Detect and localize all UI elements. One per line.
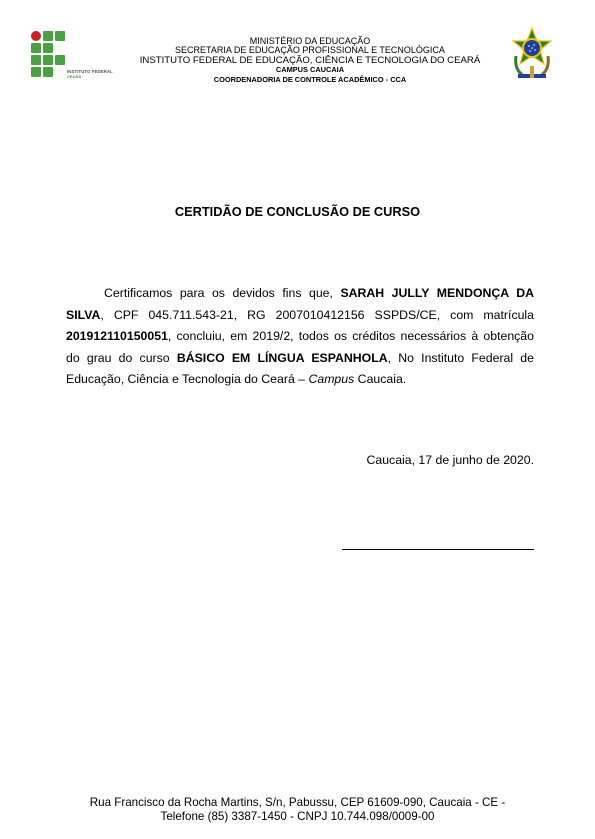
institution-logo xyxy=(31,31,111,83)
footer-address: Rua Francisco da Rocha Martins, S/n, Pabussu, CEP 61609-090, Caucaia - CE - xyxy=(89,796,506,809)
header-institute: INSTITUTO FEDERAL DE EDUCAÇÃO, CIÊNCIA E TECNOLOGIA DO CEARÁ xyxy=(139,54,481,66)
logo-square xyxy=(43,31,53,41)
footer-contact: Telefone (85) 3387-1450 - CNPJ 10.744.098/0009-00 xyxy=(160,810,435,823)
course-name: BÁSICO EM LÍNGUA ESPANHOLA xyxy=(176,350,388,365)
logo-square xyxy=(43,55,53,65)
logo-square xyxy=(31,55,41,65)
body-text-2: , CPF 045.711.543-21, RG 2007010412156 SSPDS/CE, com matrícula xyxy=(100,307,534,322)
header-secretariat: SECRETARIA DE EDUCAÇÃO PROFISSIONAL E TECNOLÓGICA xyxy=(175,45,445,56)
campus-word: Campus xyxy=(308,372,355,386)
body-text-1: Certificamos para os devidos fins que, xyxy=(104,286,341,300)
header-campus: CAMPUS CAUCAIA xyxy=(275,65,345,75)
logo-text-line2: CEARÁ xyxy=(67,74,82,79)
header-ministry: MINISTÉRIO DA EDUCAÇÃO xyxy=(249,36,371,46)
document-header xyxy=(110,37,510,84)
logo-square xyxy=(43,43,53,53)
logo-square xyxy=(43,67,53,77)
enrollment-number: 201912110150051 xyxy=(66,329,168,343)
coat-of-arms-icon xyxy=(512,26,552,82)
logo-text-line1: INSTITUTO FEDERAL xyxy=(67,69,113,74)
logo-square xyxy=(55,55,65,65)
header-coordination: COORDENADORIA DE CONTROLE ACADÊMICO - CCA xyxy=(213,74,407,84)
body-text-5: Caucaia. xyxy=(354,372,407,386)
logo-square xyxy=(31,43,41,53)
logo-square xyxy=(55,31,65,41)
document-footer xyxy=(0,796,595,824)
certificate-body xyxy=(66,283,534,391)
issue-date: Caucaia, 17 de junho de 2020. xyxy=(366,453,534,467)
body-text-4: , No Instituto Federal de Educação, Ciência e Tecnologia do Ceará – xyxy=(66,350,534,386)
student-name: SARAH JULLY MENDONÇA DA SILVA xyxy=(66,286,534,322)
document-title: CERTIDÃO DE CONCLUSÃO DE CURSO xyxy=(174,204,421,219)
signature-line xyxy=(342,549,534,550)
logo-square xyxy=(31,67,41,77)
body-text-3: , concluiu, em 2019/2, todos os créditos necessários à obtenção do grau do curso xyxy=(66,329,534,365)
logo-dot-red xyxy=(31,31,41,41)
